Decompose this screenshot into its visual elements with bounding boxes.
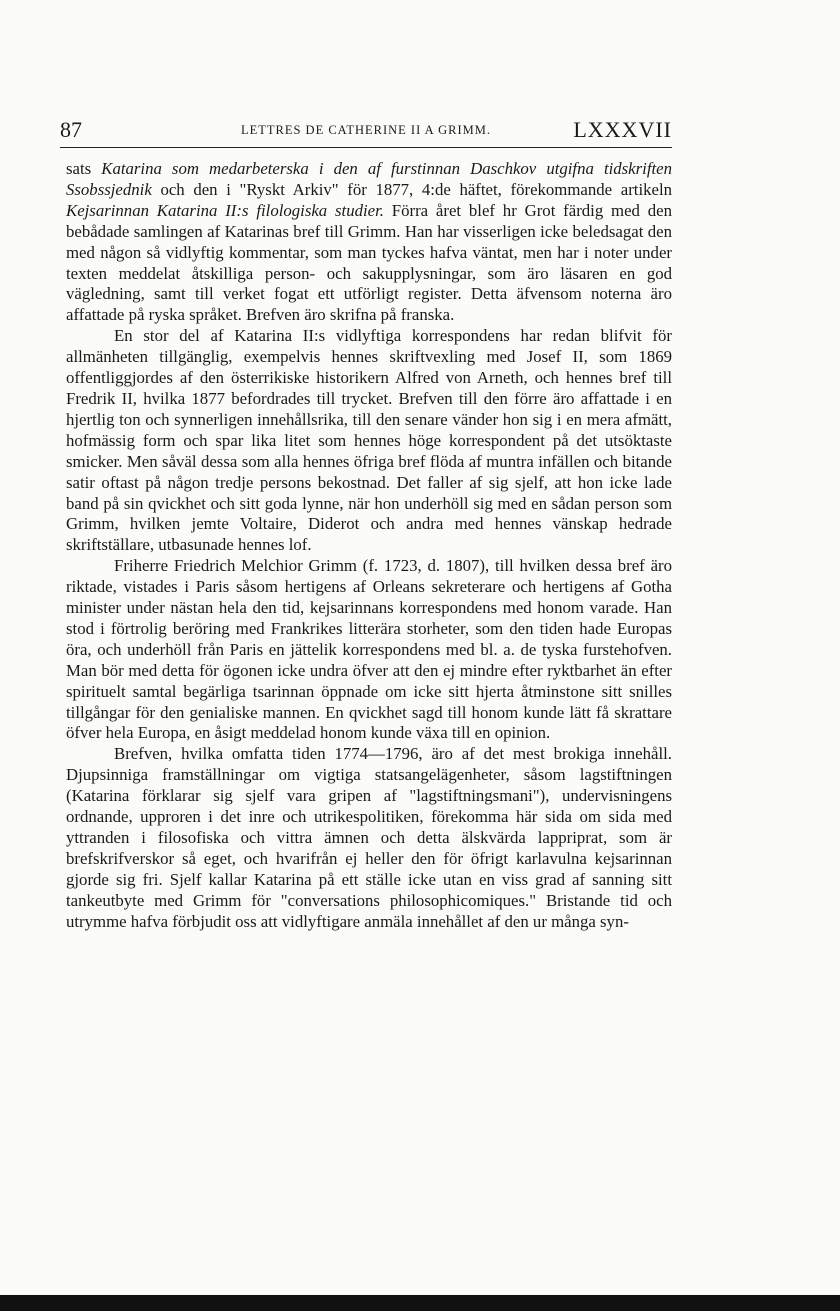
paragraph-1: [66, 159, 672, 326]
body-text: [66, 159, 672, 933]
header-rule: [60, 147, 672, 148]
text-run: och den i "Ryskt Arkiv" för 1877, 4:de häftet, förekommande artikeln: [151, 179, 672, 199]
page-header: [60, 117, 672, 147]
scan-edge: [0, 1295, 840, 1311]
roman-page-number: LXXXVII: [573, 117, 672, 142]
text-run: En stor del af Katarina II:s vidlyftiga korrespondens har redan blifvit för allmänheten tillgänglig, exempelvis hennes skriftvexling med Josef II, som 1869 offentliggjordes af den österrikiske historikern Alfred von Arneth, och hennes bref till Fredrik II, hvilka 1877 befordrades till trycket. Brefven till den förre äro affattade i en hjertlig ton och synnerligen innehållsrika, till den senare vänder hon sig i en mera afmätt, hofmässig form och spar lika litet som hennes höge korrespondent på det utsöktaste smicker. Men såväl dessa som alla hennes öfriga bref flöda af muntra infällen och bitande satir oftast på någon tredje persons bekostnad. Det faller af sig sjelf, att hon icke lade band på sin qvickhet och sitt goda lynne, när hon underhöll sig med en sådan person som Grimm, hvilken jemte Voltaire, Diderot och andra med hennes vänskap hedrade skriftställare, utbasunade hennes lof.: [66, 326, 672, 555]
running-title: LETTRES DE CATHERINE II A GRIMM.: [240, 123, 492, 137]
page-number: 87: [60, 117, 82, 142]
text-run: Friherre Friedrich Melchior Grimm (f. 1723, d. 1807), till hvilken dessa bref äro riktade, vistades i Paris såsom hertigens af Orleans sekreterare och hertigens af Gotha minister under nästan hela den tid, kejsarinnans korrespondens med honom varade. Han stod i förtrolig beröring med Frankrikes litterära storheter, som den tiden hade Europas öra, och underhöll från Paris en jättelik korrespondens med bl. a. de tyska furstehofven. Man bör med detta för ögonen icke undra öfver att den ej mindre efter ryktbarhet än efter spirituelt samtal begärliga tsarinnan öppnade om icke sitt hjerta åtminstone sitt snilles tillgångar för den genialiske mannen. En qvickhet sagd till honom kunde lätt få skrattare öfver hela Europa, en åsigt meddelad honom kunde växa till en opinion.: [66, 556, 672, 743]
paragraph-2: [66, 326, 672, 556]
paragraph-3: [66, 556, 672, 744]
italic-title: Kejsarinnan Katarina II:s filologiska studier.: [66, 200, 384, 220]
text-run: sats: [66, 159, 102, 178]
italic-title: Katarina som medarbeterska i den af furstinnan Daschkov utgifna tidskriften Ssobssjednik: [66, 159, 672, 199]
text-run: Förra året blef hr Grot färdig med den bebådade samlingen af Katarinas bref till Grimm. Han har visserligen icke beledsagat den med någon så vidlyftig kommentar, som man tyckes hafva väntat, men har i noter under texten meddelat åtskilliga person- och sakupplysningar, som äro läsaren en god vägledning, samt till verket fogat ett utförligt register. Detta äfvensom noterna äro affattade på ryska språket. Brefven äro skrifna på franska.: [66, 200, 672, 325]
text-run: Brefven, hvilka omfatta tiden 1774—1796, äro af det mest brokiga innehåll. Djupsinniga framställningar om vigtiga statsangelägenheter, såsom lagstiftningen (Katarina förklarar sig sjelf vara gripen af "lagstiftningsmani"), undervisningens ordnande, upproren i det inre och utrikespolitiken, förekomma här sida om sida med yttranden i filosofiska och vittra ämnen och detta älskvärda lappriprat, som är brefskrifverskor så eget, och hvarifrån ej heller den för öfrigt karlavulna kejsarinnan gjorde sig fri. Sjelf kallar Katarina på ett ställe icke utan en viss grad af sanning sitt tankeutbyte med Grimm för "conversations philosophicomiques." Bristande tid och utrymme hafva förbjudit oss att vidlyftigare anmäla innehållet af den ur många syn-: [66, 744, 672, 931]
paragraph-4: [66, 744, 672, 932]
